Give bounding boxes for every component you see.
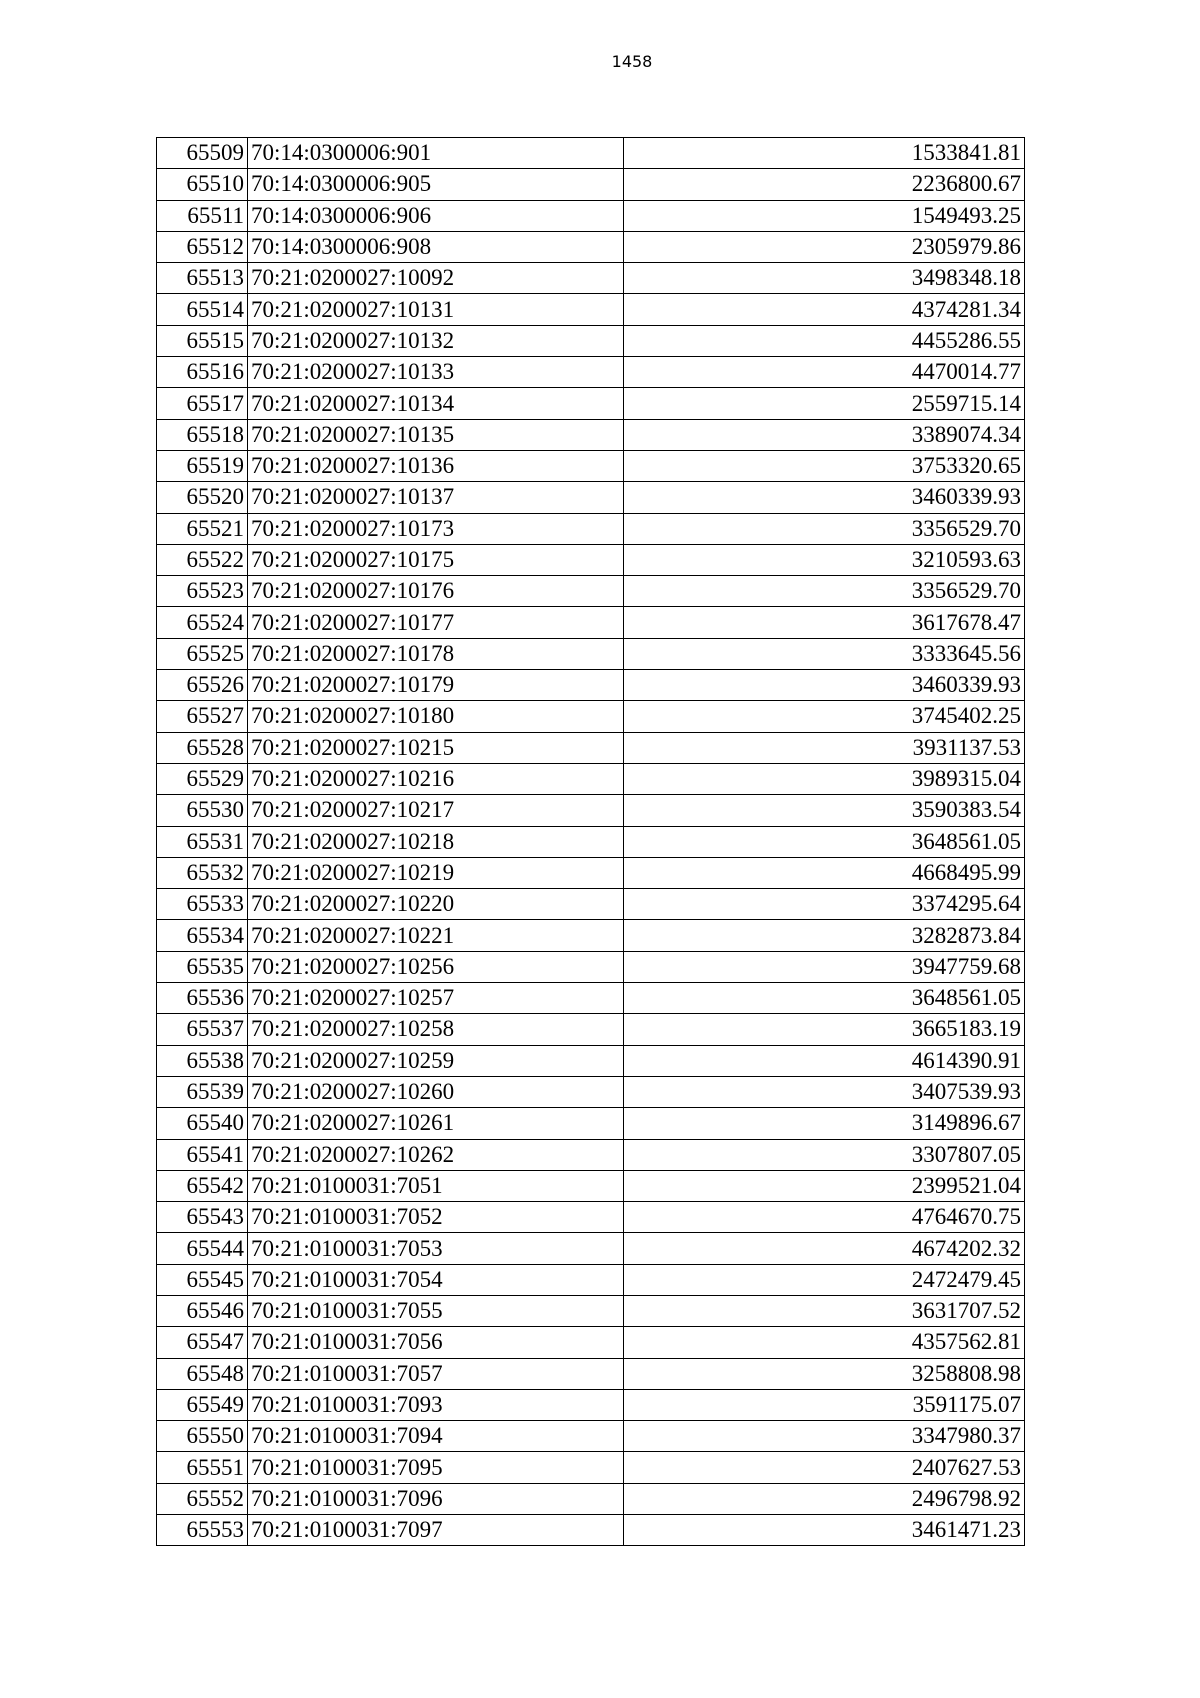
cadastral-value-cell: 3149896.67	[624, 1108, 1025, 1139]
cadastral-number-cell: 70:14:0300006:905	[248, 169, 624, 200]
cadastral-number-cell: 70:21:0100031:7056	[248, 1327, 624, 1358]
cadastral-number-cell: 70:21:0200027:10177	[248, 607, 624, 638]
row-number-cell: 65526	[157, 670, 248, 701]
table-row	[157, 513, 1025, 544]
cadastral-number-cell: 70:21:0200027:10133	[248, 357, 624, 388]
table-row	[157, 857, 1025, 888]
cadastral-number-cell: 70:21:0200027:10259	[248, 1045, 624, 1076]
cadastral-value-cell: 3947759.68	[624, 951, 1025, 982]
row-number-cell: 65534	[157, 920, 248, 951]
cadastral-number-cell: 70:21:0200027:10221	[248, 920, 624, 951]
table-row	[157, 732, 1025, 763]
cadastral-value-cell: 3989315.04	[624, 763, 1025, 794]
table-row	[157, 419, 1025, 450]
row-number-cell: 65521	[157, 513, 248, 544]
row-number-cell: 65513	[157, 263, 248, 294]
row-number-cell: 65531	[157, 826, 248, 857]
cadastral-value-cell: 3498348.18	[624, 263, 1025, 294]
cadastral-number-cell: 70:21:0200027:10137	[248, 482, 624, 513]
table-row	[157, 357, 1025, 388]
cadastral-value-cell: 2305979.86	[624, 231, 1025, 262]
table-row	[157, 607, 1025, 638]
row-number-cell: 65511	[157, 200, 248, 231]
table-row	[157, 670, 1025, 701]
cadastral-value-cell: 3590383.54	[624, 795, 1025, 826]
cadastral-number-cell: 70:21:0100031:7096	[248, 1483, 624, 1514]
row-number-cell: 65551	[157, 1452, 248, 1483]
row-number-cell: 65520	[157, 482, 248, 513]
table-row	[157, 231, 1025, 262]
table-row	[157, 169, 1025, 200]
table-body	[157, 138, 1025, 1546]
cadastral-number-cell: 70:21:0200027:10258	[248, 1014, 624, 1045]
cadastral-number-cell: 70:21:0200027:10215	[248, 732, 624, 763]
row-number-cell: 65540	[157, 1108, 248, 1139]
row-number-cell: 65524	[157, 607, 248, 638]
row-number-cell: 65537	[157, 1014, 248, 1045]
cadastral-number-cell: 70:21:0200027:10092	[248, 263, 624, 294]
table-row	[157, 1483, 1025, 1514]
row-number-cell: 65512	[157, 231, 248, 262]
row-number-cell: 65533	[157, 889, 248, 920]
cadastral-number-cell: 70:21:0200027:10131	[248, 294, 624, 325]
cadastral-value-cell: 3631707.52	[624, 1295, 1025, 1326]
cadastral-value-cell: 1533841.81	[624, 138, 1025, 169]
cadastral-number-cell: 70:21:0200027:10262	[248, 1139, 624, 1170]
cadastral-number-cell: 70:21:0100031:7055	[248, 1295, 624, 1326]
cadastral-value-cell: 2559715.14	[624, 388, 1025, 419]
cadastral-value-table	[156, 137, 1025, 1546]
cadastral-value-cell: 4455286.55	[624, 325, 1025, 356]
cadastral-number-cell: 70:21:0100031:7093	[248, 1389, 624, 1420]
row-number-cell: 65516	[157, 357, 248, 388]
row-number-cell: 65553	[157, 1515, 248, 1546]
cadastral-value-cell: 3461471.23	[624, 1515, 1025, 1546]
row-number-cell: 65532	[157, 857, 248, 888]
table-row	[157, 294, 1025, 325]
table-row	[157, 638, 1025, 669]
row-number-cell: 65523	[157, 576, 248, 607]
cadastral-value-cell: 2399521.04	[624, 1170, 1025, 1201]
row-number-cell: 65552	[157, 1483, 248, 1514]
cadastral-value-cell: 4764670.75	[624, 1202, 1025, 1233]
row-number-cell: 65546	[157, 1295, 248, 1326]
cadastral-value-cell: 3617678.47	[624, 607, 1025, 638]
table-row	[157, 544, 1025, 575]
row-number-cell: 65550	[157, 1421, 248, 1452]
page-number: 1458	[611, 52, 653, 71]
table-row	[157, 826, 1025, 857]
table-row	[157, 889, 1025, 920]
cadastral-value-cell: 3665183.19	[624, 1014, 1025, 1045]
table-row	[157, 576, 1025, 607]
cadastral-number-cell: 70:21:0100031:7052	[248, 1202, 624, 1233]
cadastral-number-cell: 70:21:0200027:10260	[248, 1076, 624, 1107]
table-row	[157, 1295, 1025, 1326]
cadastral-value-cell: 2407627.53	[624, 1452, 1025, 1483]
cadastral-number-cell: 70:21:0200027:10175	[248, 544, 624, 575]
row-number-cell: 65519	[157, 450, 248, 481]
cadastral-number-cell: 70:21:0100031:7054	[248, 1264, 624, 1295]
row-number-cell: 65545	[157, 1264, 248, 1295]
table-row	[157, 951, 1025, 982]
cadastral-value-cell: 4374281.34	[624, 294, 1025, 325]
cadastral-value-cell: 3931137.53	[624, 732, 1025, 763]
cadastral-value-cell: 3591175.07	[624, 1389, 1025, 1420]
table-row	[157, 1358, 1025, 1389]
cadastral-number-cell: 70:21:0200027:10136	[248, 450, 624, 481]
cadastral-value-cell: 4668495.99	[624, 857, 1025, 888]
cadastral-number-cell: 70:21:0200027:10216	[248, 763, 624, 794]
row-number-cell: 65536	[157, 983, 248, 1014]
cadastral-value-cell: 3307807.05	[624, 1139, 1025, 1170]
cadastral-number-cell: 70:21:0200027:10217	[248, 795, 624, 826]
cadastral-value-cell: 3745402.25	[624, 701, 1025, 732]
row-number-cell: 65525	[157, 638, 248, 669]
cadastral-value-cell: 4357562.81	[624, 1327, 1025, 1358]
row-number-cell: 65528	[157, 732, 248, 763]
cadastral-number-cell: 70:21:0100031:7053	[248, 1233, 624, 1264]
table-row	[157, 1045, 1025, 1076]
table-row	[157, 200, 1025, 231]
row-number-cell: 65522	[157, 544, 248, 575]
table-row	[157, 1233, 1025, 1264]
cadastral-number-cell: 70:14:0300006:908	[248, 231, 624, 262]
cadastral-value-cell: 3460339.93	[624, 482, 1025, 513]
cadastral-value-cell: 2236800.67	[624, 169, 1025, 200]
table-row	[157, 795, 1025, 826]
cadastral-value-cell: 3648561.05	[624, 826, 1025, 857]
table-row	[157, 763, 1025, 794]
cadastral-number-cell: 70:21:0100031:7051	[248, 1170, 624, 1201]
table-row	[157, 388, 1025, 419]
cadastral-value-cell: 3210593.63	[624, 544, 1025, 575]
table-row	[157, 1515, 1025, 1546]
row-number-cell: 65538	[157, 1045, 248, 1076]
row-number-cell: 65543	[157, 1202, 248, 1233]
cadastral-number-cell: 70:21:0200027:10178	[248, 638, 624, 669]
row-number-cell: 65547	[157, 1327, 248, 1358]
table-row	[157, 701, 1025, 732]
cadastral-number-cell: 70:21:0200027:10219	[248, 857, 624, 888]
row-number-cell: 65518	[157, 419, 248, 450]
table-row	[157, 1421, 1025, 1452]
cadastral-value-cell: 4674202.32	[624, 1233, 1025, 1264]
cadastral-value-cell: 2472479.45	[624, 1264, 1025, 1295]
cadastral-value-cell: 3356529.70	[624, 576, 1025, 607]
cadastral-number-cell: 70:21:0200027:10179	[248, 670, 624, 701]
cadastral-value-cell: 4614390.91	[624, 1045, 1025, 1076]
table-row	[157, 450, 1025, 481]
table-row	[157, 1264, 1025, 1295]
cadastral-value-cell: 3407539.93	[624, 1076, 1025, 1107]
cadastral-number-cell: 70:14:0300006:906	[248, 200, 624, 231]
row-number-cell: 65514	[157, 294, 248, 325]
table-row	[157, 1108, 1025, 1139]
table-row	[157, 1452, 1025, 1483]
cadastral-value-cell: 3460339.93	[624, 670, 1025, 701]
table-row	[157, 325, 1025, 356]
table-row	[157, 1202, 1025, 1233]
cadastral-number-cell: 70:21:0100031:7094	[248, 1421, 624, 1452]
table-row	[157, 138, 1025, 169]
cadastral-number-cell: 70:21:0100031:7057	[248, 1358, 624, 1389]
row-number-cell: 65544	[157, 1233, 248, 1264]
table-row	[157, 1076, 1025, 1107]
row-number-cell: 65515	[157, 325, 248, 356]
row-number-cell: 65542	[157, 1170, 248, 1201]
cadastral-number-cell: 70:14:0300006:901	[248, 138, 624, 169]
cadastral-value-cell: 3389074.34	[624, 419, 1025, 450]
table-row	[157, 920, 1025, 951]
row-number-cell: 65510	[157, 169, 248, 200]
cadastral-number-cell: 70:21:0200027:10135	[248, 419, 624, 450]
cadastral-value-cell: 3374295.64	[624, 889, 1025, 920]
cadastral-number-cell: 70:21:0200027:10132	[248, 325, 624, 356]
cadastral-value-cell: 1549493.25	[624, 200, 1025, 231]
row-number-cell: 65541	[157, 1139, 248, 1170]
cadastral-value-cell: 2496798.92	[624, 1483, 1025, 1514]
cadastral-number-cell: 70:21:0200027:10180	[248, 701, 624, 732]
table-row	[157, 1170, 1025, 1201]
cadastral-value-cell: 3648561.05	[624, 983, 1025, 1014]
cadastral-value-cell: 3333645.56	[624, 638, 1025, 669]
cadastral-number-cell: 70:21:0200027:10218	[248, 826, 624, 857]
cadastral-number-cell: 70:21:0200027:10256	[248, 951, 624, 982]
table-row	[157, 482, 1025, 513]
table-row	[157, 1139, 1025, 1170]
table-row	[157, 1389, 1025, 1420]
row-number-cell: 65549	[157, 1389, 248, 1420]
table-row	[157, 1014, 1025, 1045]
row-number-cell: 65530	[157, 795, 248, 826]
row-number-cell: 65509	[157, 138, 248, 169]
cadastral-number-cell: 70:21:0200027:10134	[248, 388, 624, 419]
cadastral-number-cell: 70:21:0200027:10176	[248, 576, 624, 607]
row-number-cell: 65548	[157, 1358, 248, 1389]
cadastral-number-cell: 70:21:0200027:10173	[248, 513, 624, 544]
row-number-cell: 65527	[157, 701, 248, 732]
cadastral-value-cell: 3258808.98	[624, 1358, 1025, 1389]
table-row	[157, 263, 1025, 294]
cadastral-value-cell: 3282873.84	[624, 920, 1025, 951]
cadastral-number-cell: 70:21:0200027:10257	[248, 983, 624, 1014]
cadastral-value-cell: 3753320.65	[624, 450, 1025, 481]
table-row	[157, 1327, 1025, 1358]
cadastral-value-cell: 3347980.37	[624, 1421, 1025, 1452]
row-number-cell: 65529	[157, 763, 248, 794]
cadastral-number-cell: 70:21:0200027:10220	[248, 889, 624, 920]
cadastral-number-cell: 70:21:0100031:7097	[248, 1515, 624, 1546]
cadastral-number-cell: 70:21:0200027:10261	[248, 1108, 624, 1139]
cadastral-number-cell: 70:21:0100031:7095	[248, 1452, 624, 1483]
cadastral-value-cell: 4470014.77	[624, 357, 1025, 388]
row-number-cell: 65517	[157, 388, 248, 419]
row-number-cell: 65535	[157, 951, 248, 982]
cadastral-value-cell: 3356529.70	[624, 513, 1025, 544]
row-number-cell: 65539	[157, 1076, 248, 1107]
table-row	[157, 983, 1025, 1014]
